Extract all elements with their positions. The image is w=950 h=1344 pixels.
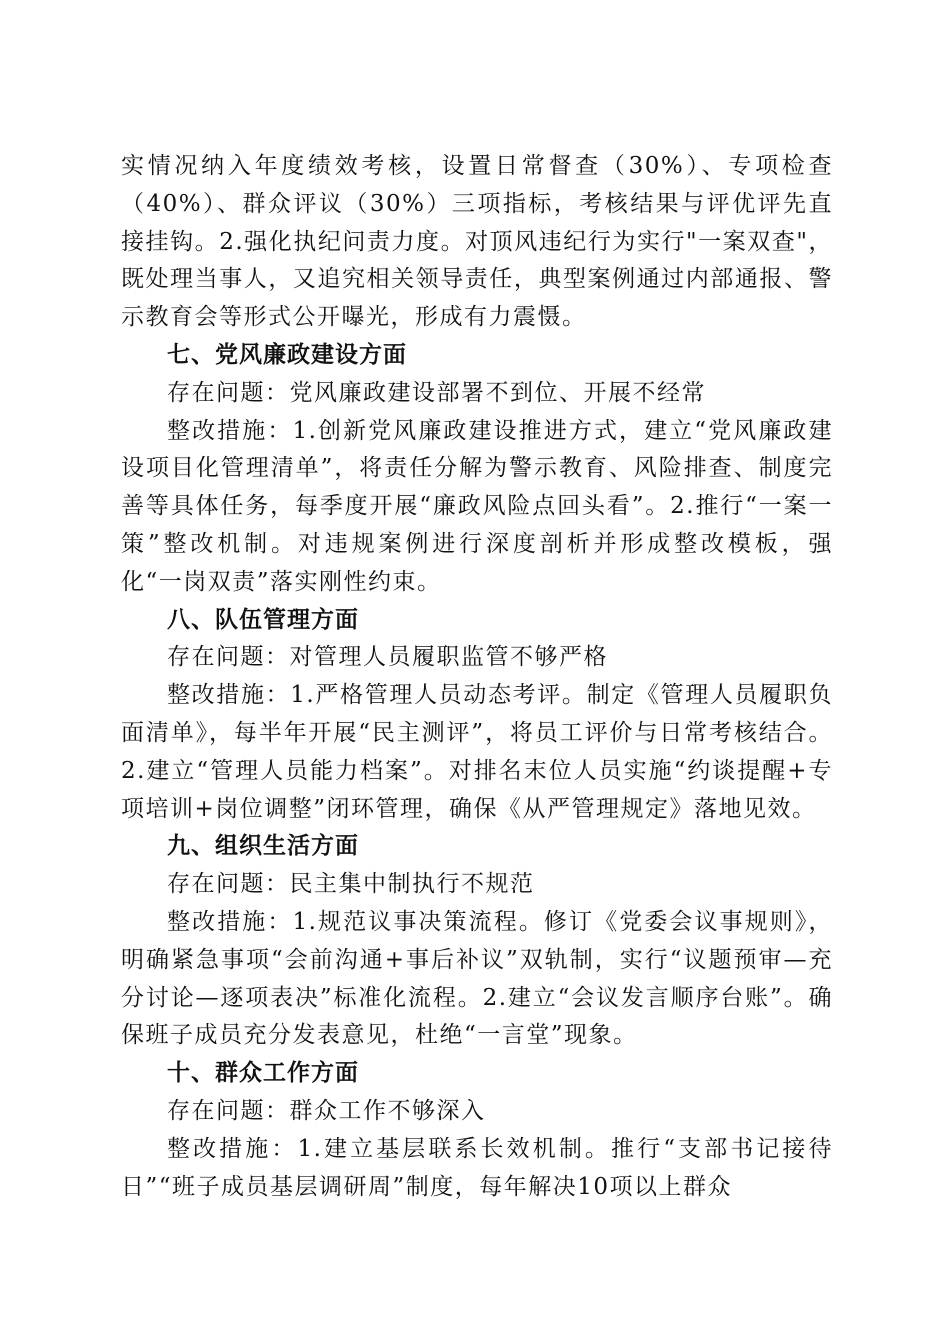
- measures-paragraph-9: 整改措施：1.规范议事决策流程。修订《党委会议事规则》，明确紧急事项“会前沟通+事后补议”双轨制，实行“议题预审—充分讨论—逐项表决”标准化流程。2.建立“会议发言顺序台账”。确保班子成员充分发表意见，杜绝“一言堂”现象。: [121, 908, 833, 1049]
- problem-paragraph-10: 存在问题：群众工作不够深入: [167, 1097, 486, 1124]
- section-heading-8: 八、队伍管理方面: [167, 606, 359, 633]
- problem-paragraph-8: 存在问题：对管理人员履职监管不够严格: [167, 644, 608, 671]
- section-heading-7: 七、党风廉政建设方面: [167, 341, 407, 368]
- problem-paragraph-9: 存在问题：民主集中制执行不规范: [167, 871, 535, 898]
- section-heading-10: 十、群众工作方面: [167, 1060, 359, 1087]
- section-heading-9: 九、组织生活方面: [167, 833, 359, 860]
- body-paragraph: 实情况纳入年度绩效考核，设置日常督查（30%）、专项检查（40%）、群众评议（30%）三项指标，考核结果与评优评先直接挂钩。2.强化执纪问责力度。对顶风违纪行为实行"一案双查"，既处理当事人，又追究相关领导责任，典型案例通过内部通报、警示教育会等形式公开曝光，形成有力震慑。: [121, 153, 833, 331]
- problem-paragraph-7: 存在问题：党风廉政建设部署不到位、开展不经常: [167, 379, 706, 406]
- measures-paragraph-8: 整改措施：1.严格管理人员动态考评。制定《管理人员履职负面清单》，每半年开展“民主测评”，将员工评价与日常考核结合。2.建立“管理人员能力档案”。对排名末位人员实施“约谈提醒+专项培训+岗位调整”闭环管理，确保《从严管理规定》落地见效。: [121, 682, 833, 822]
- measures-paragraph-7: 整改措施：1.创新党风廉政建设推进方式，建立“党风廉政建设项目化管理清单”，将责任分解为警示教育、风险排查、制度完善等具体任务，每季度开展“廉政风险点回头看”。2.推行“一案一策”整改机制。对违规案例进行深度剖析并形成整改模板，强化“一岗双责”落实刚性约束。: [121, 417, 833, 595]
- measures-paragraph-10: 整改措施：1.建立基层联系长效机制。推行“支部书记接待日”“班子成员基层调研周”制度，每年解决10项以上群众: [121, 1135, 833, 1200]
- document-page: [121, 148, 833, 1206]
